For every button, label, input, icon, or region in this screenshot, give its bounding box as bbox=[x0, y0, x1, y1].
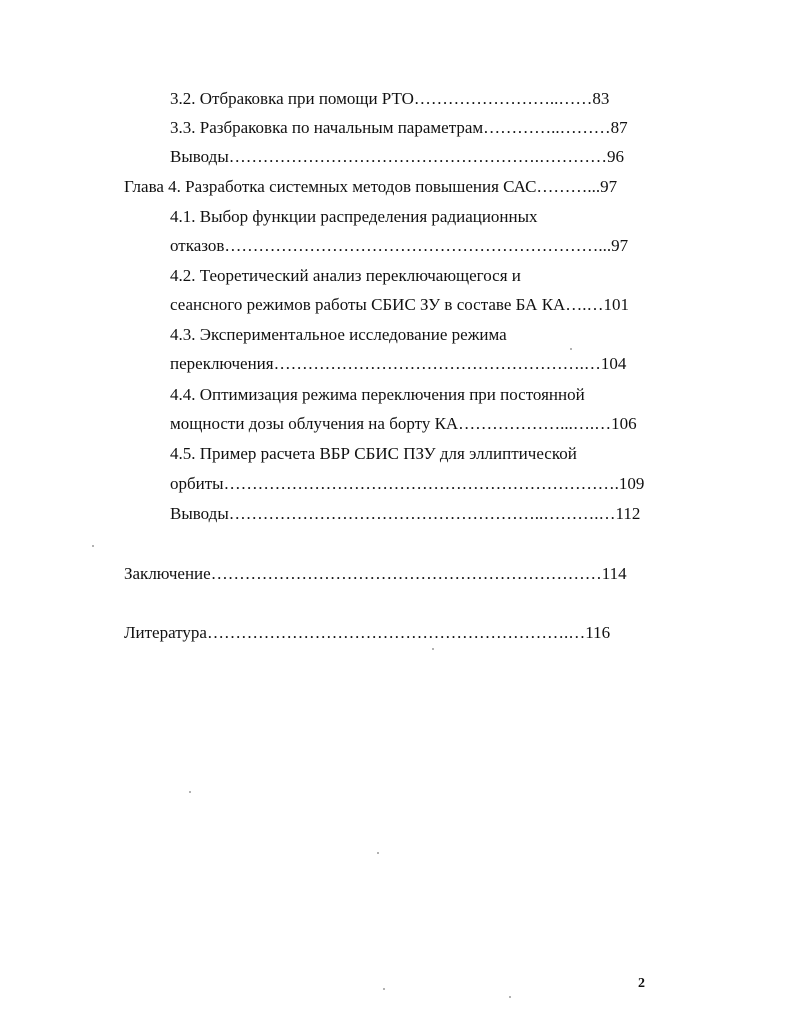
toc-line: Глава 4. Разработка системных методов повышения САС………...97 bbox=[124, 177, 618, 196]
toc-line: Литература……………………………………………………….…116 bbox=[124, 623, 611, 642]
scan-speck bbox=[570, 348, 572, 350]
toc-line: мощности дозы облучения на борту КА………………...….…106 bbox=[170, 414, 637, 433]
toc-line: сеансного режимов работы СБИС ЗУ в составе БА КА….…101 bbox=[170, 295, 630, 314]
toc-line: Выводы………………………………………………..……….…112 bbox=[170, 504, 641, 523]
scan-speck bbox=[377, 852, 379, 854]
toc-line: переключения……………………………………………….…104 bbox=[170, 354, 627, 373]
toc-line: 4.5. Пример расчета ВБР СБИС ПЗУ для эллиптической bbox=[170, 444, 577, 463]
toc-line: Заключение……………………………………………………………114 bbox=[124, 564, 627, 583]
toc-line: отказов…………………………………………………………...97 bbox=[170, 236, 629, 255]
toc-line: 4.2. Теоретический анализ переключающегося и bbox=[170, 266, 521, 285]
toc-line: 4.1. Выбор функции распределения радиационных bbox=[170, 207, 538, 226]
scan-speck bbox=[92, 545, 94, 547]
scan-speck bbox=[432, 648, 434, 650]
toc-line: 3.2. Отбраковка при помощи РТО……………………..……83 bbox=[170, 89, 610, 108]
scan-speck bbox=[189, 791, 191, 793]
toc-line: 4.4. Оптимизация режима переключения при постоянной bbox=[170, 385, 585, 404]
toc-line: 3.3. Разбраковка по начальным параметрам…………..………87 bbox=[170, 118, 628, 137]
scan-speck bbox=[383, 988, 385, 990]
toc-line: Выводы……………………………………………….…………96 bbox=[170, 147, 625, 166]
toc-line: 4.3. Экспериментальное исследование режима bbox=[170, 325, 507, 344]
scan-speck bbox=[509, 996, 511, 998]
toc-line: орбиты…………………………………………………………….109 bbox=[170, 474, 645, 493]
page-number: 2 bbox=[638, 976, 645, 991]
